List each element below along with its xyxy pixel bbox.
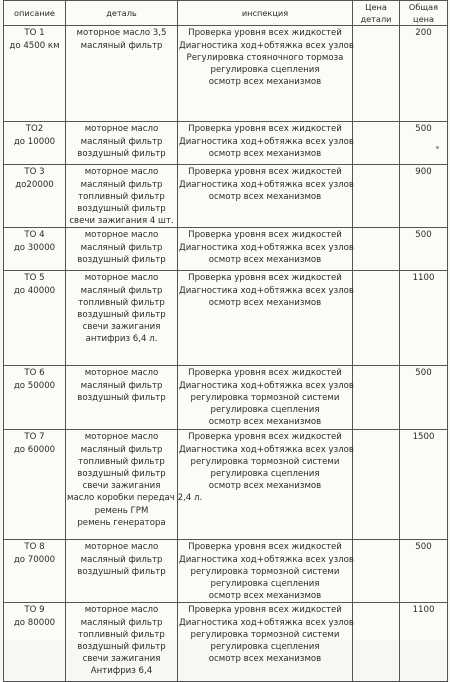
cell-description-line: до 70000 (13, 554, 56, 565)
cell-part-price (353, 271, 400, 366)
cell-parts-line: воздушный фильтр (77, 469, 166, 480)
table-row (4, 271, 448, 366)
cell-inspection-line: осмотр всех механизмов (208, 654, 322, 665)
table-row (4, 122, 448, 165)
cell-description-line: до20000 (15, 179, 54, 190)
cell-total-price: 500 (400, 122, 448, 165)
cell-parts (66, 165, 178, 228)
cell-inspection-line: Регулировка стояночного тормоза (186, 52, 344, 63)
cell-part-price (353, 228, 400, 271)
document-sheet (3, 0, 447, 677)
cell-inspection-line: регулировка тормозной системи (190, 392, 340, 403)
cell-inspection-line: Проверка уровня всех жидкостей (188, 273, 342, 284)
cell-parts-line: свечи зажигания 4 шт. (69, 216, 174, 227)
cell-parts-line: ремень генератора (77, 517, 166, 528)
table-row (4, 366, 448, 430)
cell-inspection-line: осмотр всех механизмов (208, 254, 322, 265)
cell-total-price: 1100 (400, 603, 448, 682)
cell-parts-line: масляный фильтр (80, 444, 163, 455)
cell-parts-line: ремень ГРМ (94, 505, 149, 516)
cell-parts-line: моторное масло (84, 432, 159, 443)
cell-parts (66, 540, 178, 603)
cell-inspection-line: осмотр всех механизмов (208, 148, 322, 159)
cell-description (4, 603, 66, 682)
cell-part-price (353, 122, 400, 165)
cell-inspection-line: Проверка уровня всех жидкостей (188, 368, 342, 379)
cell-description (4, 271, 66, 366)
cell-inspection (178, 271, 353, 366)
cell-parts-line: моторное масло (84, 124, 159, 135)
cell-part-price (353, 603, 400, 682)
cell-inspection-line: осмотр всех механизмов (208, 191, 322, 202)
cell-total-price: 1100 (400, 271, 448, 366)
cell-parts-line: масло коробки передач 2,4 л. (67, 493, 203, 504)
cell-inspection (178, 165, 353, 228)
cell-part-price (353, 430, 400, 540)
cell-inspection-line: регулировка тормозной системи (190, 456, 340, 467)
cell-parts-line: топливный фильтр (78, 629, 165, 640)
table-row (4, 228, 448, 271)
cell-parts-line: масляный фильтр (80, 136, 163, 147)
cell-inspection-line: регулировка тормозной системи (190, 566, 340, 577)
cell-inspection-line: Диагностика ход+обтяжка всех узлов (179, 242, 354, 253)
cell-parts-line: масляный фильтр (80, 380, 163, 391)
cell-inspection-line: Проверка уровня всех жидкостей (188, 28, 342, 39)
cell-total-price: 500 (400, 228, 448, 271)
cell-inspection-line: регулировка сцепления (210, 579, 320, 590)
cell-parts (66, 430, 203, 540)
header-part: деталь (66, 1, 178, 26)
cell-inspection (178, 26, 353, 122)
cell-parts (66, 271, 178, 366)
cell-parts (66, 26, 178, 122)
cell-inspection (178, 366, 353, 430)
cell-parts-line: свечи зажигания (82, 654, 161, 665)
cell-inspection-line: Диагностика ход+обтяжка всех узлов (179, 136, 354, 147)
cell-inspection-line: Диагностика ход+обтяжка всех узлов (179, 285, 354, 296)
cell-parts-line: моторное масло (84, 167, 159, 178)
cell-inspection-line: Проверка уровня всех жидкостей (188, 542, 342, 553)
cell-parts-line: воздушный фильтр (77, 310, 166, 321)
cell-parts-line: моторное масло 3,5 (76, 28, 167, 39)
cell-inspection (178, 540, 353, 603)
cell-description (4, 366, 66, 430)
cell-description-line: до 4500 км (9, 40, 60, 51)
cell-inspection-line: Диагностика ход+обтяжка всех узлов (179, 40, 354, 51)
cell-parts (66, 603, 178, 682)
table-header (4, 1, 448, 26)
cell-parts-line: топливный фильтр (78, 191, 165, 202)
cell-inspection-line: осмотр всех механизмов (208, 481, 322, 492)
cell-description (4, 228, 66, 271)
cell-parts-line: масляный фильтр (80, 285, 163, 296)
cell-description-line: ТО 5 (24, 273, 45, 284)
header-part-price: Цена детали (353, 1, 400, 26)
cell-description-line: ТО 1 (24, 28, 45, 39)
cell-total-price: 200 (400, 26, 448, 122)
cell-inspection-line: Диагностика ход+обтяжка всех узлов (179, 554, 354, 565)
cell-parts-line: топливный фильтр (78, 297, 165, 308)
cell-description-line: ТО 6 (24, 368, 45, 379)
cell-parts (66, 366, 178, 430)
cell-inspection-line: регулировка сцепления (210, 405, 320, 416)
cell-description (4, 165, 66, 228)
cell-inspection-line: Диагностика ход+обтяжка всех узлов (179, 179, 354, 190)
cell-part-price (353, 366, 400, 430)
cell-inspection-line: Проверка уровня всех жидкостей (188, 230, 342, 241)
cell-inspection (178, 228, 353, 271)
cell-description-line: ТО 9 (24, 605, 45, 616)
table-row (4, 430, 448, 540)
cell-inspection-line: Проверка уровня всех жидкостей (188, 167, 342, 178)
cell-inspection-line: регулировка тормозной системи (190, 629, 340, 640)
cell-parts-line: топливный фильтр (78, 456, 165, 467)
cell-description-line: ТО 4 (24, 230, 45, 241)
cell-description-line: ТО 8 (24, 542, 45, 553)
cell-inspection-line: регулировка сцепления (210, 65, 320, 76)
cell-inspection-line: осмотр всех механизмов (208, 77, 322, 88)
cell-description (4, 430, 66, 540)
header-inspection: инспекция (178, 1, 353, 26)
cell-parts-line: воздушный фильтр (77, 642, 166, 653)
cell-parts-line: Антифриз 6,4 (90, 666, 153, 677)
cell-parts-line: моторное масло (84, 542, 159, 553)
cell-inspection (178, 122, 353, 165)
cell-description-line: до 10000 (13, 136, 56, 147)
cell-part-price (353, 26, 400, 122)
cell-parts-line: моторное масло (84, 230, 159, 241)
cell-description-line: до 40000 (13, 285, 56, 296)
cell-inspection-line: Диагностика ход+обтяжка всех узлов (179, 444, 354, 455)
cell-inspection-line: осмотр всех механизмов (208, 297, 322, 308)
maintenance-table (3, 0, 448, 682)
cell-description-line: до 30000 (13, 242, 56, 253)
header-total-price: Общая цена (400, 1, 448, 26)
cell-description-line: до 60000 (13, 444, 56, 455)
cell-parts-line: моторное масло (84, 273, 159, 284)
cell-parts (66, 228, 178, 271)
cell-total-price: 1500 (400, 430, 448, 540)
cell-parts-line: антифриз 6,4 л. (85, 334, 158, 345)
cell-total-price: 500 (400, 366, 448, 430)
cell-part-price (353, 540, 400, 603)
cell-description-line: ТО2 (25, 124, 44, 135)
table-body (4, 26, 448, 682)
cell-inspection-line: осмотр всех механизмов (208, 591, 322, 602)
cell-parts-line: воздушный фильтр (77, 148, 166, 159)
cell-parts-line: масляный фильтр (80, 242, 163, 253)
cell-parts-line: моторное масло (84, 368, 159, 379)
cell-inspection (178, 430, 353, 540)
table-row (4, 165, 448, 228)
cell-inspection-line: Проверка уровня всех жидкостей (188, 432, 342, 443)
cell-description (4, 540, 66, 603)
cell-inspection-line: осмотр всех механизмов (208, 417, 322, 428)
cell-total-price: 900 (400, 165, 448, 228)
cell-parts-line: моторное масло (84, 605, 159, 616)
cell-description-line: до 80000 (13, 617, 56, 628)
table-row (4, 26, 448, 122)
cell-inspection-line: Диагностика ход+обтяжка всех узлов (179, 380, 354, 391)
cell-description-line: ТО 7 (24, 432, 45, 443)
cell-part-price (353, 165, 400, 228)
cell-inspection-line: регулировка сцепления (210, 469, 320, 480)
header-row (4, 1, 448, 26)
cell-parts-line: свечи зажигания (82, 481, 161, 492)
scan-speck (436, 146, 439, 149)
table-row (4, 540, 448, 603)
header-description: описание (4, 1, 66, 26)
cell-inspection-line: Диагностика ход+обтяжка всех узлов (179, 617, 354, 628)
cell-parts-line: воздушный фильтр (77, 254, 166, 265)
cell-inspection (178, 603, 353, 682)
cell-parts-line: масляный фильтр (80, 554, 163, 565)
cell-parts-line: масляный фильтр (80, 40, 163, 51)
cell-parts-line: масляный фильтр (80, 179, 163, 190)
cell-inspection-line: Проверка уровня всех жидкостей (188, 124, 342, 135)
cell-total-price: 500 (400, 540, 448, 603)
cell-parts-line: свечи зажигания (82, 322, 161, 333)
cell-inspection-line: регулировка сцепления (210, 642, 320, 653)
cell-description-line: до 50000 (13, 380, 56, 391)
cell-description-line: ТО 3 (24, 167, 45, 178)
cell-parts-line: воздушный фильтр (77, 204, 166, 215)
cell-parts-line: воздушный фильтр (77, 392, 166, 403)
cell-description (4, 122, 66, 165)
cell-parts-line: масляный фильтр (80, 617, 163, 628)
cell-parts-line: воздушный фильтр (77, 566, 166, 577)
cell-description (4, 26, 66, 122)
table-row (4, 603, 448, 682)
cell-parts (66, 122, 178, 165)
cell-inspection-line: Проверка уровня всех жидкостей (188, 605, 342, 616)
